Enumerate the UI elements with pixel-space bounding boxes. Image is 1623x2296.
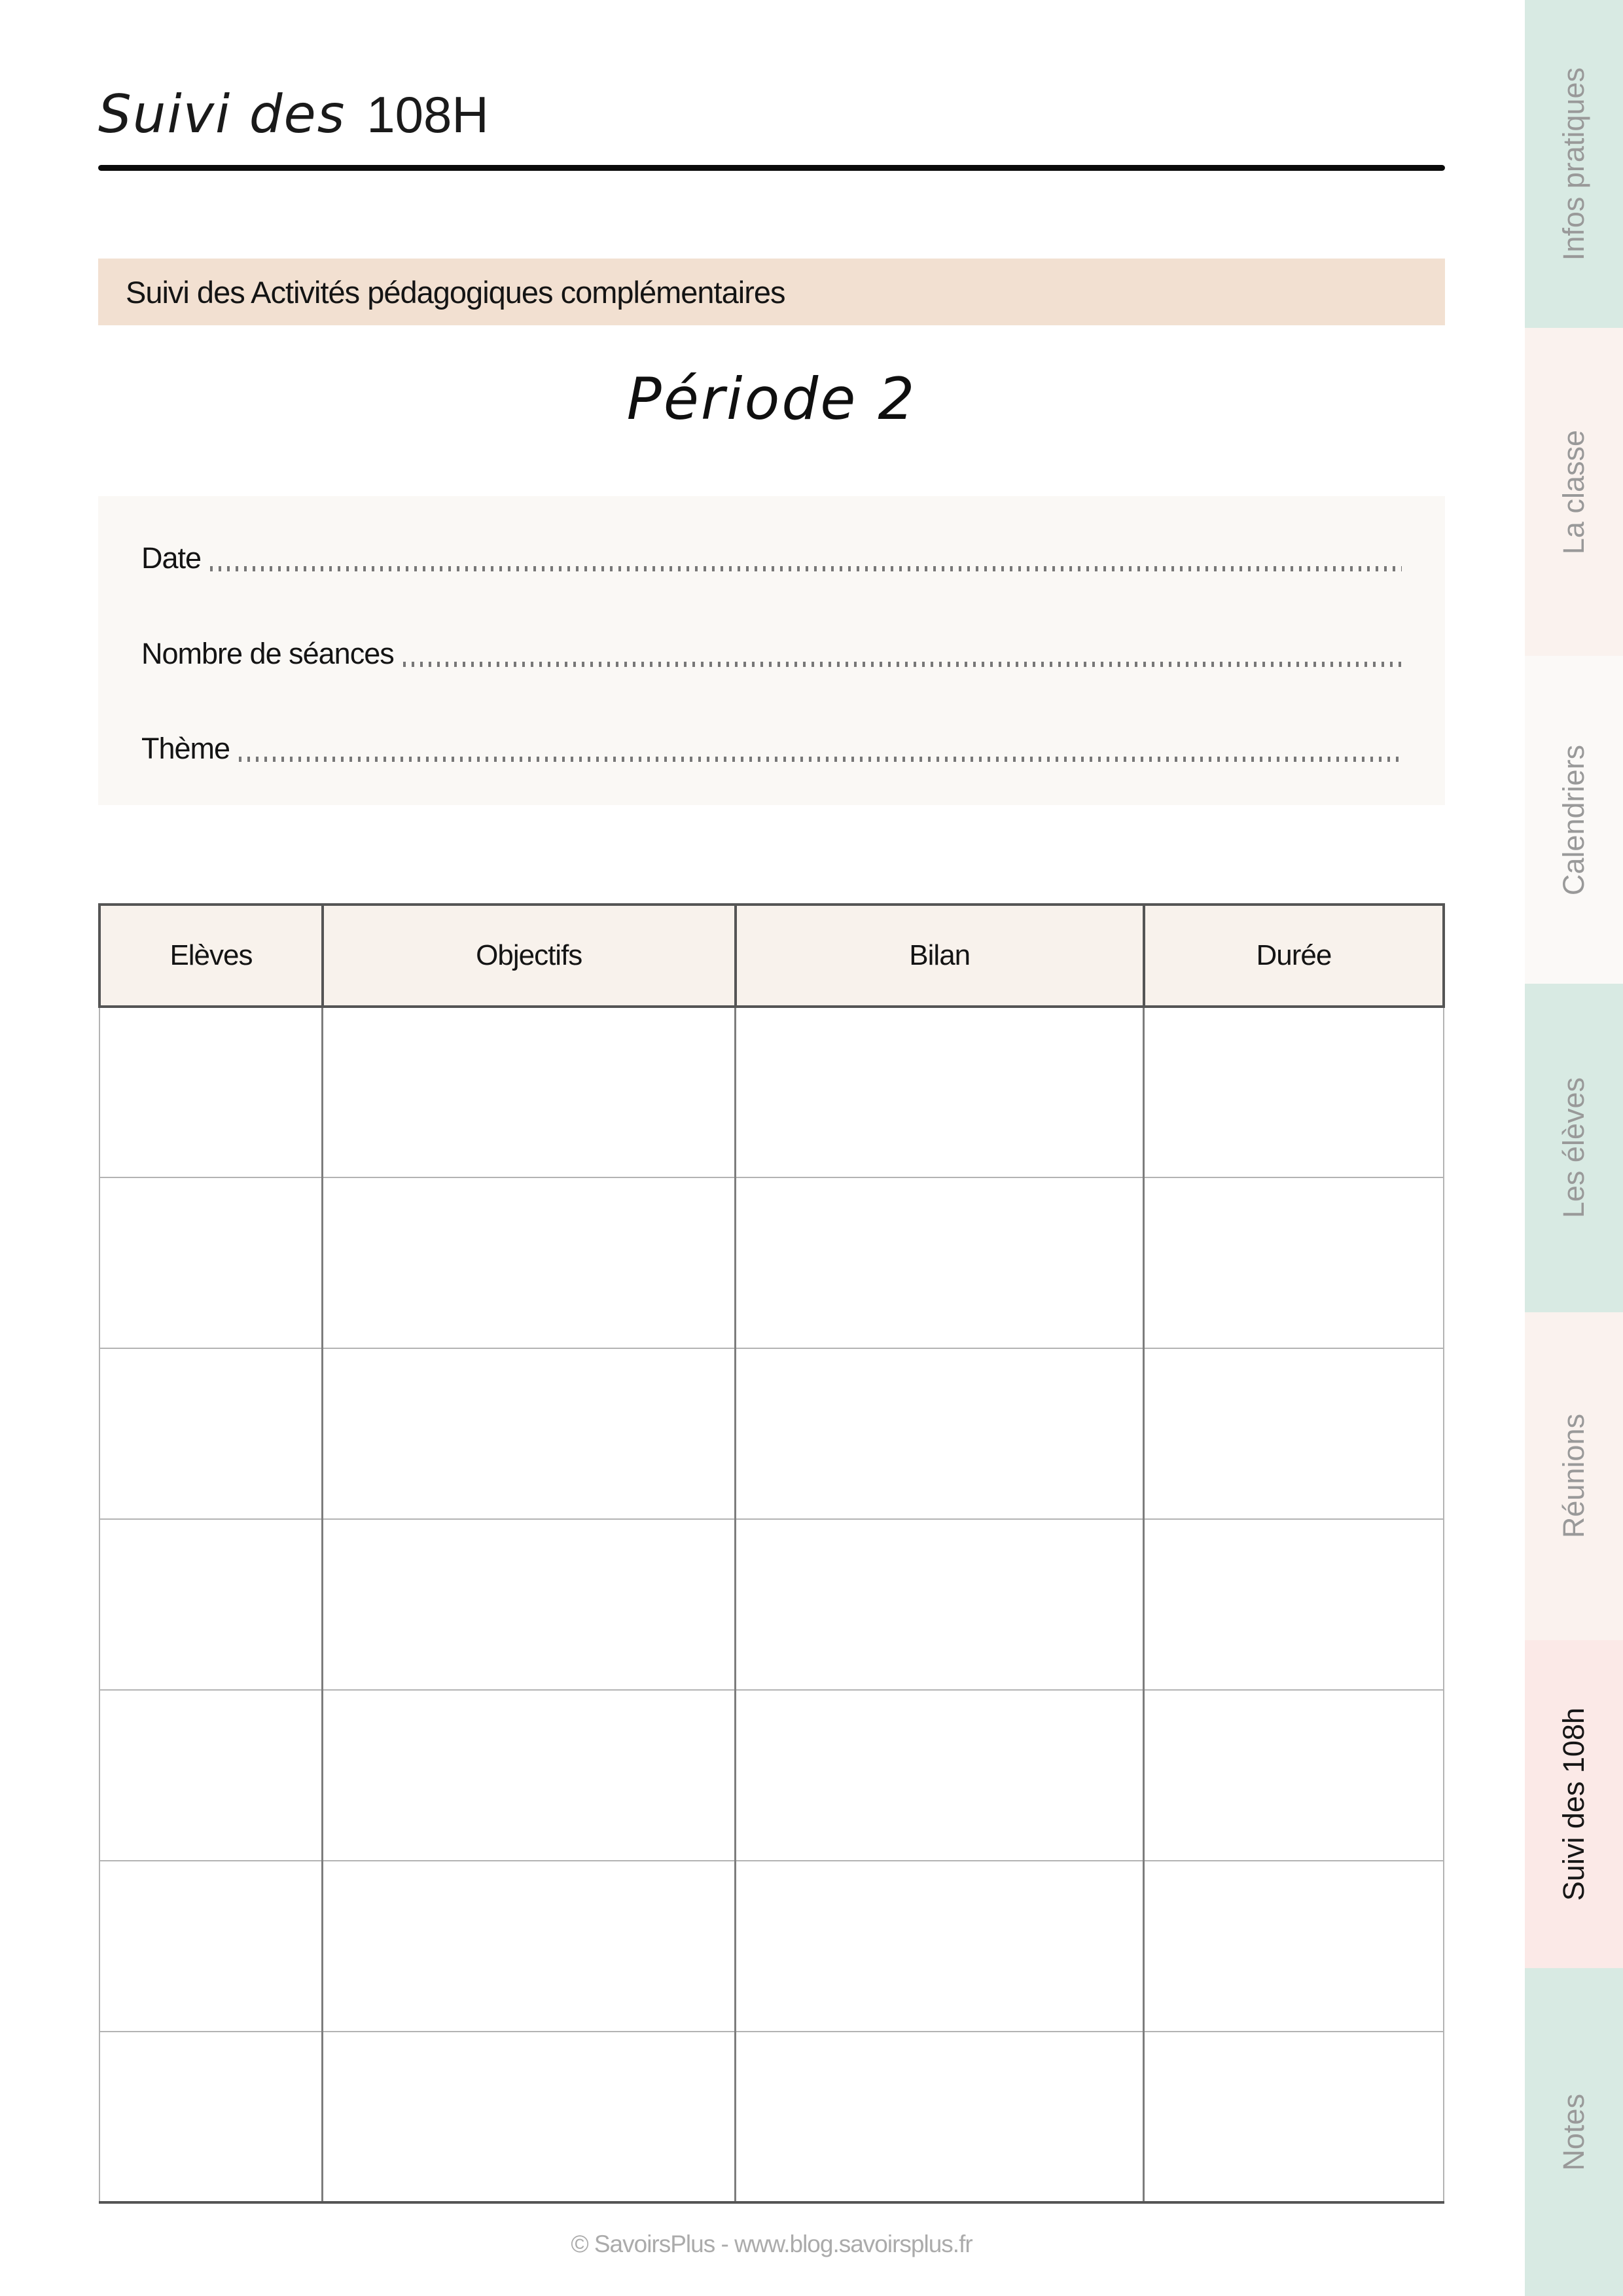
- table-cell: [1144, 1519, 1444, 1690]
- sidebar-tab-suivi-des-108h[interactable]: [1525, 1640, 1623, 1968]
- table-cell: [736, 1177, 1144, 1348]
- sidebar-tab-label: Notes: [1557, 2093, 1590, 2171]
- table-cell: [323, 1690, 736, 1861]
- sidebar-tab-calendriers[interactable]: [1525, 656, 1623, 984]
- column-header-bilan: Bilan: [736, 905, 1144, 1007]
- column-header-duree: Durée: [1144, 905, 1444, 1007]
- table-cell: [323, 1519, 736, 1690]
- field-label-date: Date: [141, 541, 202, 575]
- table-cell: [323, 1861, 736, 2032]
- table-cell: [736, 2032, 1144, 2202]
- sidebar-tab-label: Les élèves: [1557, 1077, 1590, 1219]
- table-cell: [1144, 2032, 1444, 2202]
- field-row-date: [141, 543, 1402, 573]
- section-banner-label: Suivi des Activités pédagogiques complémentaires: [126, 274, 785, 310]
- table-cell: [1144, 1177, 1444, 1348]
- field-nombre-de-seances-fill-line: [403, 662, 1402, 667]
- field-date-fill-line: [210, 566, 1402, 571]
- table-cell: [99, 1177, 323, 1348]
- sidebar-tab-notes[interactable]: [1525, 1968, 1623, 2296]
- column-header-objectifs: Objectifs: [323, 905, 736, 1007]
- table-row: [99, 1861, 1444, 2032]
- field-label-nombre-de-seances: Nombre de séances: [141, 636, 394, 670]
- sidebar-tab-label: Réunions: [1557, 1414, 1590, 1539]
- page-title-plain: 108H: [366, 86, 489, 143]
- table-row: [99, 1690, 1444, 1861]
- column-header-eleves: Elèves: [99, 905, 323, 1007]
- table-cell: [99, 1348, 323, 1519]
- sidebar-tab-label: Infos pratiques: [1557, 67, 1590, 261]
- table-header-row: [99, 905, 1444, 1007]
- field-row-nombre-de-seances: [141, 636, 1402, 670]
- sidebar-tab-rail: [1525, 0, 1623, 2296]
- page-content: [98, 0, 1445, 2296]
- section-banner: [98, 259, 1445, 325]
- table-cell: [99, 1519, 323, 1690]
- page-title: [98, 84, 1445, 145]
- field-row-theme: [141, 734, 1402, 763]
- tracking-table-wrap: [98, 903, 1445, 2204]
- table-cell: [1144, 1861, 1444, 2032]
- table-cell: [99, 1007, 323, 1177]
- table-cell: [736, 1861, 1144, 2032]
- sidebar-tab-label: La classe: [1557, 429, 1590, 554]
- table-cell: [323, 2032, 736, 2202]
- table-cell: [99, 1861, 323, 2032]
- sidebar-tab-label: Calendriers: [1557, 744, 1590, 895]
- sidebar-tab-reunions[interactable]: [1525, 1312, 1623, 1640]
- table-cell: [1144, 1007, 1444, 1177]
- page-title-script: Suivi des: [98, 84, 346, 145]
- table-row: [99, 1519, 1444, 1690]
- table-cell: [323, 1348, 736, 1519]
- sidebar-tab-infos-pratiques[interactable]: [1525, 0, 1623, 328]
- table-cell: [99, 2032, 323, 2202]
- tracking-table: [98, 903, 1445, 2204]
- table-cell: [1144, 1690, 1444, 1861]
- table-cell: [736, 1519, 1144, 1690]
- table-cell: [323, 1007, 736, 1177]
- table-cell: [1144, 1348, 1444, 1519]
- field-label-theme: Thème: [141, 732, 230, 765]
- field-theme-fill-line: [239, 757, 1402, 762]
- table-row: [99, 1348, 1444, 1519]
- sidebar-tab-les-eleves[interactable]: [1525, 984, 1623, 1312]
- table-cell: [736, 1348, 1144, 1519]
- table-cell: [323, 1177, 736, 1348]
- table-cell: [736, 1690, 1144, 1861]
- table-cell: [736, 1007, 1144, 1177]
- table-row: [99, 1007, 1444, 1177]
- sidebar-tab-label: Suivi des 108h: [1557, 1707, 1590, 1901]
- table-row: [99, 2032, 1444, 2202]
- table-cell: [99, 1690, 323, 1861]
- session-fields-box: [98, 496, 1445, 805]
- sidebar-tab-la-classe[interactable]: [1525, 328, 1623, 656]
- page-title-space: [349, 84, 366, 145]
- period-heading: Période 2: [626, 365, 917, 433]
- tracking-table-header: [99, 905, 1444, 1007]
- title-underline-rule: [98, 165, 1445, 171]
- table-row: [99, 1177, 1444, 1348]
- table-body: [99, 1007, 1444, 2202]
- footer-credit: © SavoirsPlus - www.blog.savoirsplus.fr: [571, 2231, 972, 2257]
